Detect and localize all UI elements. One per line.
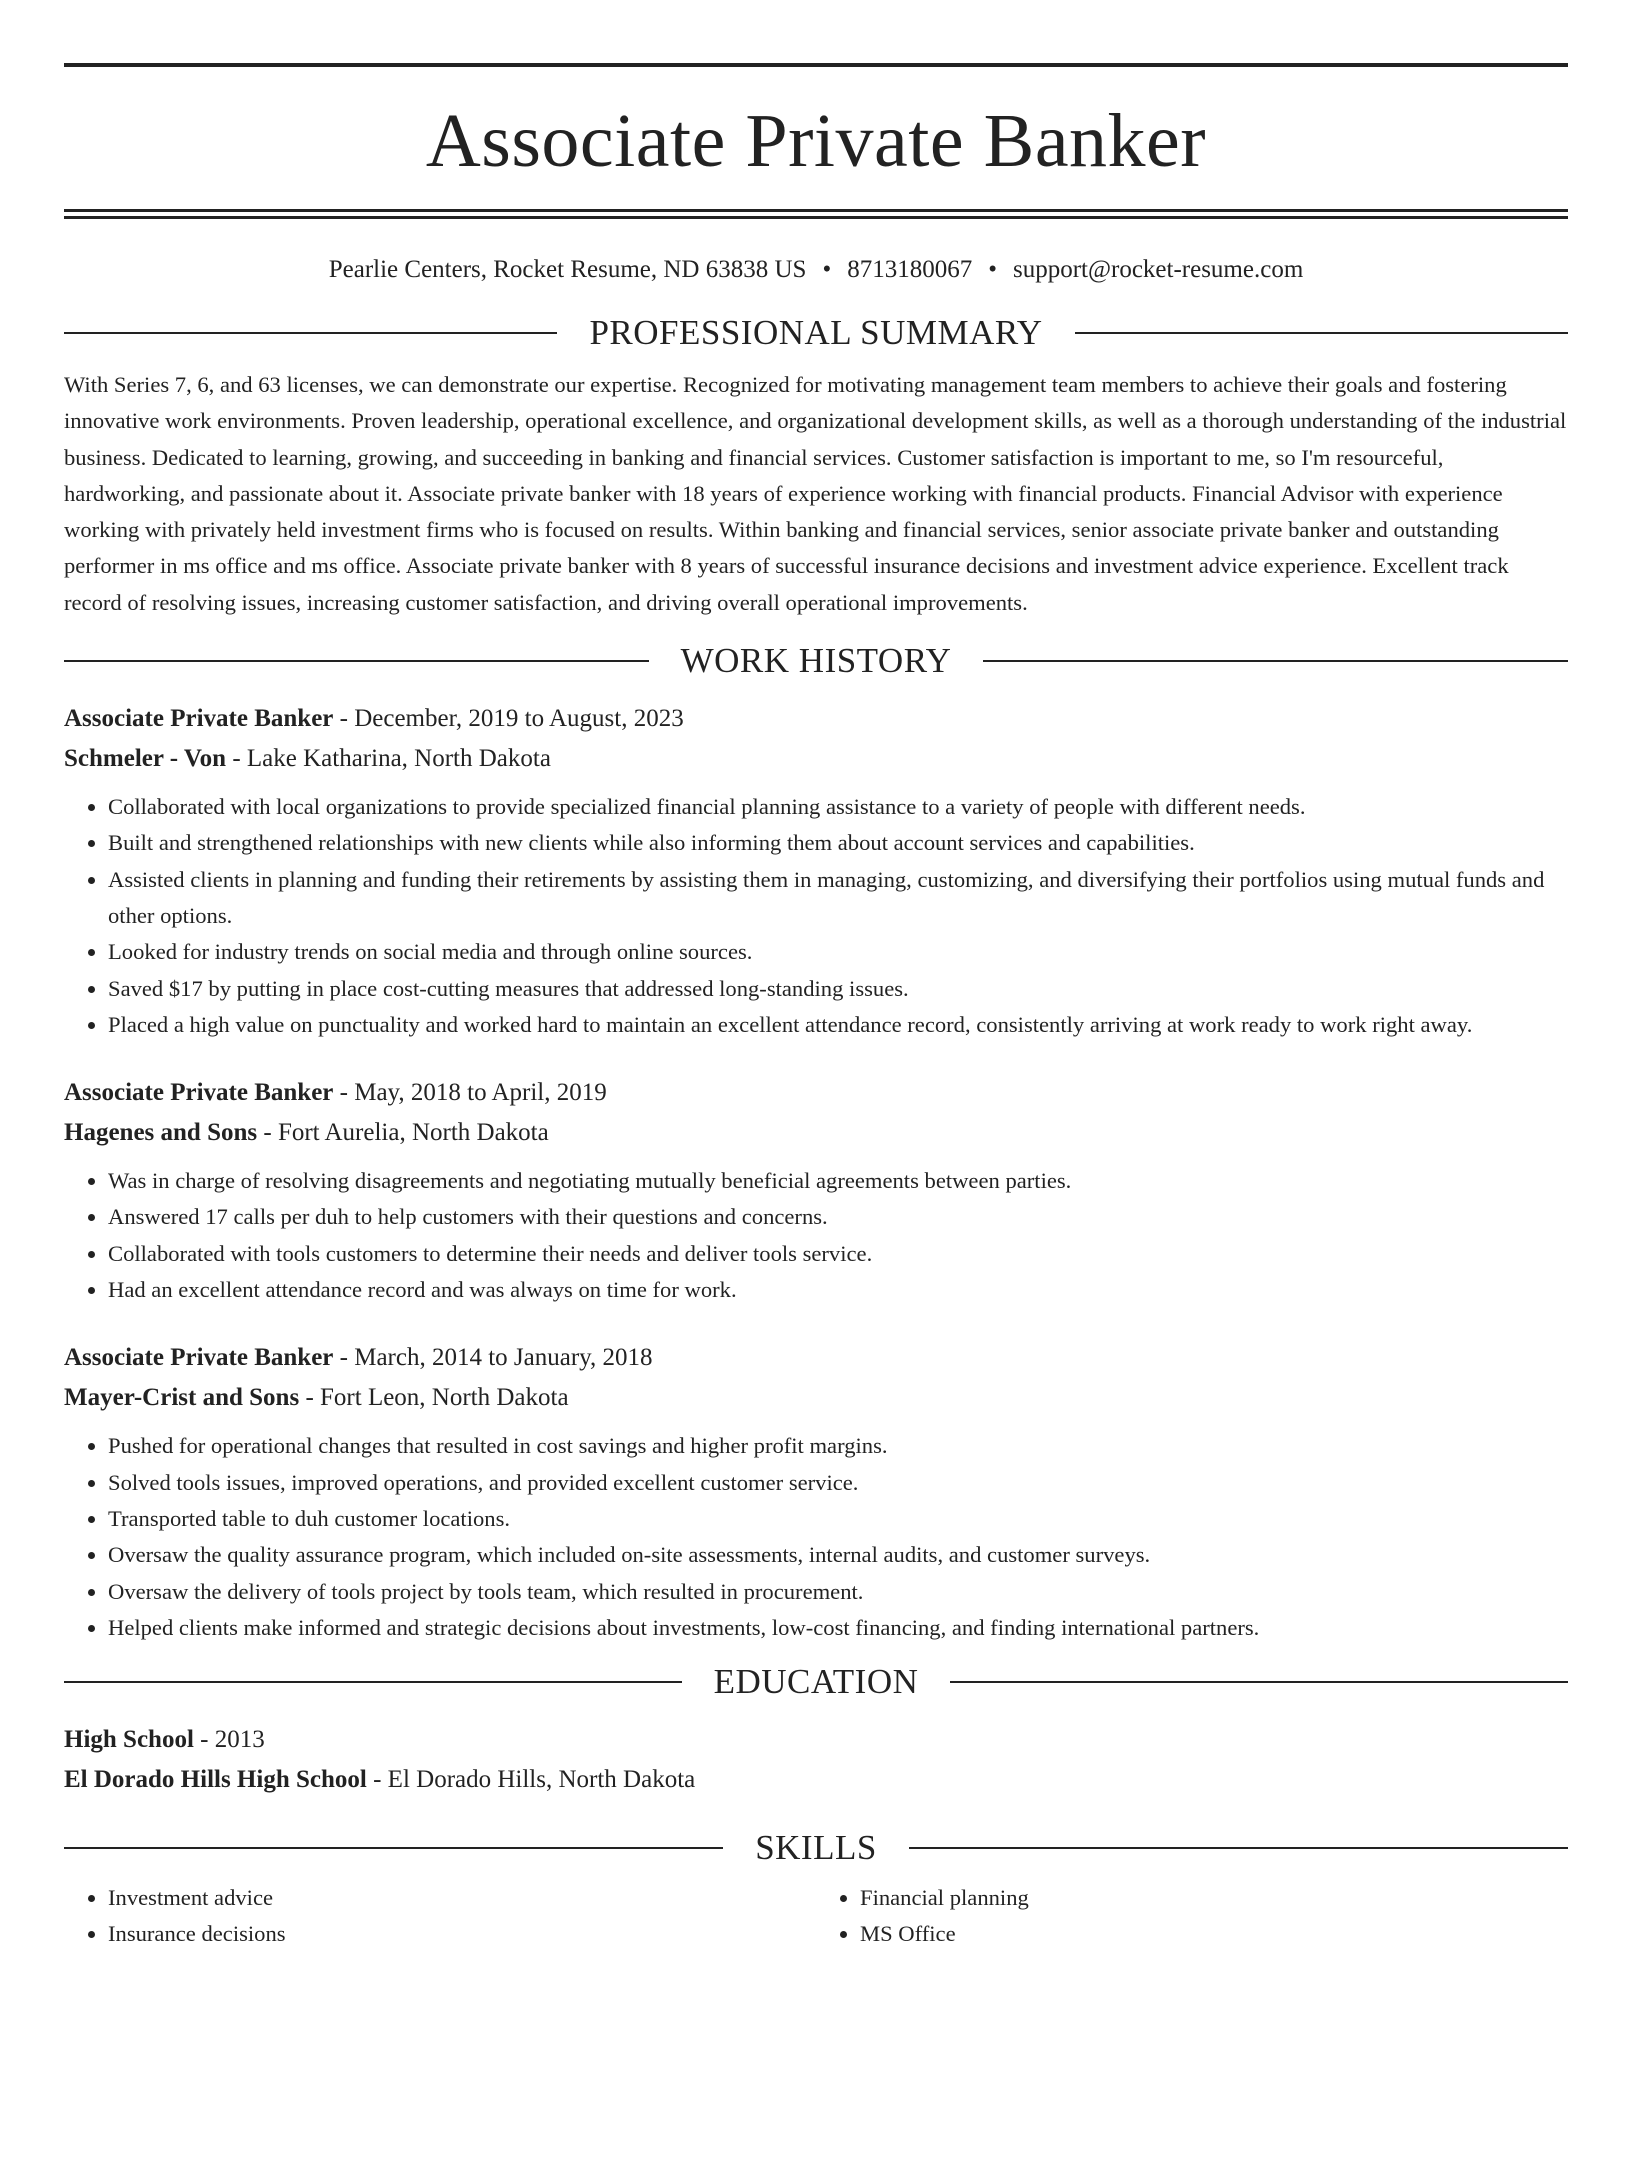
heading-rule-right (983, 660, 1568, 662)
list-item: • Had an excellent attendance record and was always on time for work. (108, 1272, 1568, 1308)
education-location: - El Dorado Hills, North Dakota (366, 1766, 696, 1794)
job-bullets (64, 789, 1568, 1043)
top-rule (64, 63, 1568, 67)
heading-rule-left (64, 660, 649, 662)
list-item: • Saved $17 by putting in place cost-cutting measures that addressed long-standing issues. (108, 971, 1568, 1007)
job-location: - Fort Leon, North Dakota (299, 1384, 569, 1412)
list-item: • Pushed for operational changes that resulted in cost savings and higher profit margins. (108, 1428, 1568, 1464)
candidate-name: Associate Private Banker (425, 99, 1207, 183)
list-item: • Assisted clients in planning and funding their retirements by assisting them in managing, customizing, and diversifying their portfolios using mutual funds and other options. (108, 862, 1568, 935)
job-company-line (64, 739, 1568, 779)
heading-rule-left (64, 332, 557, 334)
resume-page (0, 63, 1632, 2175)
job-entry (64, 1338, 1568, 1646)
list-item: • Transported table to duh customer locations. (108, 1501, 1568, 1537)
job-location: - Fort Aurelia, North Dakota (257, 1119, 549, 1147)
job-dates: - May, 2018 to April, 2019 (333, 1079, 607, 1107)
contact-address: Pearlie Centers, Rocket Resume, ND 63838 US (328, 256, 807, 283)
contact-separator: • (822, 256, 832, 283)
list-item: • Was in charge of resolving disagreements and negotiating mutually beneficial agreements between parties. (108, 1163, 1568, 1199)
job-location: - Lake Katharina, North Dakota (226, 745, 551, 773)
summary-text: With Series 7, 6, and 63 licenses, we can demonstrate our expertise. Recognized for motivating management team members to achieve their goals and fostering innovative work environments. Proven leadership, operational excellence, and organizational development skills, as well as a thorough understanding of the industrial business. Dedicated to learning, growing, and succeeding in banking and financial services. Customer satisfaction is important to me, so I'm resourceful, hardworking, and passionate about it. Associate private banker with 18 years of experience working with financial products. Financial Advisor with experience working with privately held investment firms who is focused on results. Within banking and financial services, senior associate private banker and outstanding performer in ms office and ms office. Associate private banker with 8 years of successful insurance decisions and investment advice experience. Excellent track record of resolving issues, increasing customer satisfaction, and driving overall operational improvements. (64, 372, 1567, 615)
education-heading (64, 1660, 1568, 1704)
heading-rule-right (909, 1847, 1568, 1849)
list-item: • Collaborated with tools customers to determine their needs and deliver tools service. (108, 1236, 1568, 1272)
list-item: • Oversaw the quality assurance program, which included on-site assessments, internal audits, and customer surveys. (108, 1537, 1568, 1573)
skills-column-right (816, 1880, 1568, 1952)
job-company-line (64, 1378, 1568, 1418)
contact-separator: • (988, 256, 997, 283)
skills-column-left (64, 1880, 816, 1952)
summary-heading (64, 311, 1568, 355)
list-item: • Built and strengthened relationships with new clients while also informing them about account services and capabilities. (108, 825, 1568, 861)
job-dates: - March, 2014 to January, 2018 (333, 1344, 653, 1372)
job-title: Associate Private Banker (64, 1344, 334, 1372)
list-item: • Placed a high value on punctuality and worked hard to maintain an excellent attendance record, consistently arriving at work ready to work right away. (108, 1007, 1568, 1043)
education-year: - 2013 (193, 1726, 265, 1754)
heading-rule-right (1075, 332, 1568, 334)
skills-title: SKILLS (755, 1828, 877, 1868)
list-item: • Looked for industry trends on social media and through online sources. (108, 934, 1568, 970)
list-item: • Solved tools issues, improved operations, and provided excellent customer service. (108, 1465, 1568, 1501)
job-dates: - December, 2019 to August, 2023 (333, 705, 684, 733)
skills-list (64, 1880, 1568, 1952)
list-item: • Helped clients make informed and strategic decisions about investments, low-cost financing, and finding international partners. (108, 1610, 1568, 1646)
job-company: Hagenes and Sons (64, 1119, 258, 1147)
job-company: Schmeler - Von (64, 745, 227, 773)
job-company-line (64, 1113, 1568, 1153)
job-title: Associate Private Banker (64, 1079, 334, 1107)
education-degree: High School (64, 1726, 194, 1754)
list-item: • MS Office (860, 1916, 1568, 1952)
education-degree-line (64, 1720, 1568, 1760)
education-title: EDUCATION (713, 1662, 919, 1702)
heading-rule-right (950, 1681, 1568, 1683)
job-title-line (64, 1338, 1568, 1378)
job-title-line (64, 699, 1568, 739)
contact-line (64, 255, 1568, 285)
list-item: • Financial planning (860, 1880, 1568, 1916)
job-bullets (64, 1428, 1568, 1646)
header-double-rule (64, 209, 1568, 219)
skills-heading (64, 1826, 1568, 1870)
contact-phone: 8713180067 (847, 256, 973, 283)
contact-email: support@rocket-resume.com (1012, 256, 1304, 283)
education-school-line (64, 1760, 1568, 1800)
job-title: Associate Private Banker (64, 705, 334, 733)
summary-title: PROFESSIONAL SUMMARY (589, 313, 1043, 352)
job-title-line (64, 1073, 1568, 1113)
job-bullets (64, 1163, 1568, 1308)
list-item: • Answered 17 calls per duh to help customers with their questions and concerns. (108, 1199, 1568, 1235)
list-item: • Insurance decisions (108, 1916, 816, 1952)
education-school: El Dorado Hills High School (64, 1766, 367, 1794)
list-item: • Collaborated with local organizations to provide specialized financial planning assistance to a variety of people with different needs. (108, 789, 1568, 825)
job-entry (64, 699, 1568, 1043)
heading-rule-left (64, 1681, 682, 1683)
job-entry (64, 1073, 1568, 1308)
work-history-title: WORK HISTORY (680, 641, 952, 681)
list-item: • Investment advice (108, 1880, 816, 1916)
education-entry (64, 1720, 1568, 1800)
work-history-heading (64, 639, 1568, 683)
list-item: • Oversaw the delivery of tools project by tools team, which resulted in procurement. (108, 1574, 1568, 1610)
job-company: Mayer-Crist and Sons (64, 1384, 300, 1412)
heading-rule-left (64, 1847, 723, 1849)
